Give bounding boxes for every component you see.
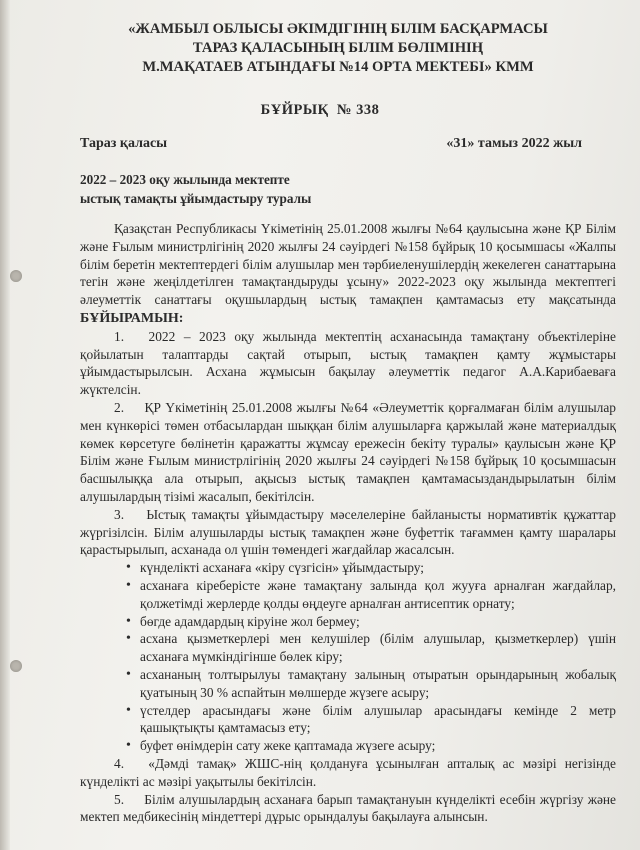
item-text: 2022 – 2023 оқу жылында мектептің асханасында тамақтану объектілеріне қойылатын талаптарды сақтай отырып, ыстық тамақпен қамту жұмыстары ұйымдастырылсын. Асхана жұмысын бақылау әлеуметтік педагог А.А.Карибаеваға жүктелсін.	[80, 328, 616, 398]
item-text: «Дәмді тамақ» ЖШС-нің қолдануға ұсынылған апталық ас мәзірі негізінде күнделікті ас мәзірі уақытылы бекітілсін.	[80, 755, 616, 789]
subject-line: ыстық тамақты ұйымдастыру туралы	[80, 191, 312, 206]
punch-hole	[10, 660, 22, 672]
list-item	[80, 328, 616, 399]
subject-line: 2022 – 2023 оқу жылында мектепте	[80, 172, 290, 187]
order-subject	[80, 170, 400, 208]
item-text: Білім алушылардың асханаға барып тамақтануын күнделікті есебін жүргізу және мектеп медбикесінің міндеттері дұрыс орындалуы бақылауға алынсын.	[80, 791, 616, 825]
item-number: 3.	[114, 506, 125, 522]
item-text: ҚР Үкіметінің 25.01.2008 жылғы №64 «Әлеуметтік қорғалмаған білім алушылар мен күнкөрісі төмен отбасылардан шыққан білім алушыларға қаржылай және материалдық көмек көрсетуге бөлінетін қаражатты жұмсау ережесін бекіту туралы» қаулысын және ҚР Білім және Ғылым министрлігінің 2020 жылғы 24 сәуірдегі №158 бұйрық 10 қосымшасын басшылыққа ала отырып, ақысыз ыстық тамақпен қамтамасыздандырылатын білім алушылардың тізімі жасалып, бекітілсін.	[80, 399, 616, 504]
punch-hole	[10, 270, 22, 282]
preamble	[80, 220, 616, 328]
item-number: 4.	[114, 755, 125, 771]
item-number: 1.	[114, 328, 125, 344]
bullet-item: • үстелдер арасындағы және білім алушылар арасындағы кемінде 2 метр қашықтықты қамтамасыз ету;	[140, 702, 616, 738]
bullet-item: • буфет өнімдерін сату жеке қаптамада жүзеге асыру;	[140, 737, 616, 755]
item-number: 2.	[114, 399, 125, 415]
bullet-item: • асханаға кіреберісте және тамақтану залында қол жууға арналған жағдайлар, қолжетімді жерлерде қолды өңдеуге арналған антисептик орнату;	[140, 577, 616, 613]
letterhead-line: М.МАҚАТАЕВ АТЫНДАҒЫ №14 ОРТА МЕКТЕБІ» КММ	[142, 59, 534, 75]
order-body	[80, 220, 616, 826]
list-item	[80, 506, 616, 559]
order-title: БҰЙРЫҚ № 338	[260, 102, 380, 118]
letterhead-line: ТАРАЗ ҚАЛАСЫНЫҢ БІЛІМ БӨЛІМІНІҢ	[192, 40, 484, 56]
preamble-text: Қазақстан Республикасы Үкіметінің 25.01.2008 жылғы №64 қаулысына және ҚР Білім және Ғылым министрлігінің 2020 жылғы 24 сәуірдегі №158 бұйрық 10 қосымшасы «Жалпы білім беретін мектептердегі білім алушылар мен тәрбиеленушілердің жекелеген санаттарына тегін және жеңілдетілген тамақтандыруды ұсыну» 2022-2023 оқу жылында мектептегі әлеуметтік санаттағы оқушылардың ыстық тамақпен қамтамасыз ету мақсатында	[80, 221, 616, 308]
list-item	[80, 755, 616, 791]
bullet-item: • асхананың толтырылуы тамақтану залының отыратын орындарының жобалық қуатының 30 % аспайтын мөлшерде жүзеге асыру;	[140, 666, 616, 702]
item-text: Ыстық тамақты ұйымдастыру мәселелеріне байланысты нормативтік құжаттар жүргізілсін. Білім алушыларды ыстық тамақпен және буфеттік тағаммен қамту шаралары қарастырылып, асханада ол үшін төмендегі жағдайлар жасалсын.	[80, 506, 616, 558]
conditions-list	[80, 559, 616, 755]
bullet-item: • асхана қызметкерлері мен келушілер (білім алушылар, қызметкерлер) үшін асханаға мүмкіндігінше бөлек кіру;	[140, 630, 616, 666]
letterhead-line: «ЖАМБЫЛ ОБЛЫСЫ ӘКІМДІГІНІҢ БІЛІМ БАСҚАРМАСЫ	[128, 21, 548, 37]
decree-word: БҰЙЫРАМЫН:	[80, 310, 184, 326]
list-item	[80, 399, 616, 506]
paper-edge	[0, 0, 10, 850]
letterhead	[118, 20, 558, 77]
list-item	[80, 791, 616, 827]
item-number: 5.	[114, 791, 125, 807]
bullet-item: • бөгде адамдардың кіруіне жол бермеу;	[140, 613, 616, 631]
bullet-item: • күнделікті асханаға «кіру сүзгісін» ұйымдастыру;	[140, 559, 616, 577]
order-date: «31» тамыз 2022 жыл	[446, 136, 582, 151]
city-label: Тараз қаласы	[80, 136, 168, 151]
